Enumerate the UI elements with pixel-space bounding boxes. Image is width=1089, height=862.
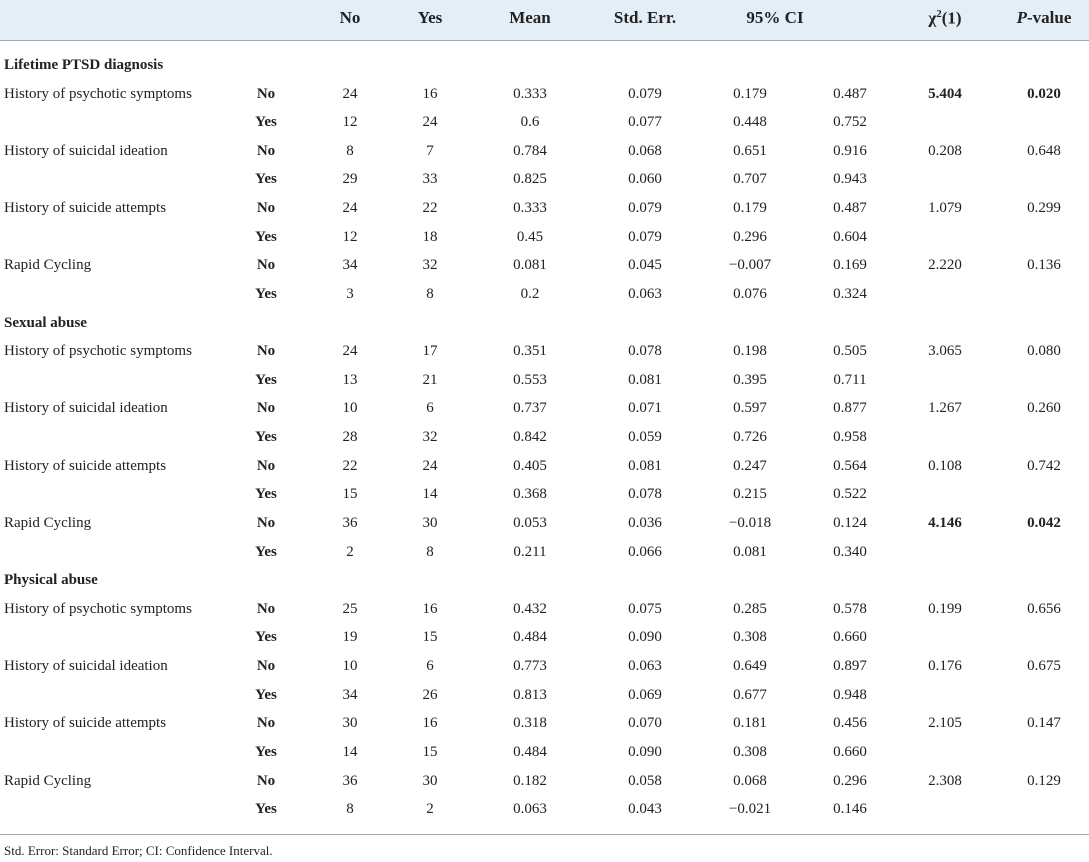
cell-no: 34 — [342, 257, 358, 274]
row-label: History of psychotic symptoms — [4, 600, 192, 617]
cell-ci-low: 0.068 — [733, 772, 767, 789]
cell-ci-high: 0.958 — [833, 429, 867, 446]
cell-stderr: 0.070 — [628, 715, 662, 732]
cell-yes: 32 — [422, 257, 438, 274]
cell-group: Yes — [255, 228, 277, 245]
row-label: History of suicide attempts — [4, 200, 167, 217]
cell-no: 2 — [346, 543, 354, 560]
cell-ci-low: 0.308 — [733, 743, 767, 760]
cell-group: No — [256, 457, 276, 474]
row-label: History of suicidal ideation — [4, 658, 168, 675]
cell-no: 8 — [346, 801, 354, 818]
cell-p-value: 0.299 — [1027, 200, 1061, 217]
cell-stderr: 0.081 — [628, 371, 662, 388]
cell-group: Yes — [255, 743, 277, 760]
cell-yes: 32 — [422, 429, 438, 446]
cell-stderr: 0.058 — [628, 772, 662, 789]
cell-group: Yes — [255, 686, 277, 703]
cell-ci-high: 0.660 — [833, 743, 867, 760]
cell-mean: 0.773 — [513, 658, 547, 675]
cell-ci-low: 0.395 — [733, 371, 767, 388]
header-ci: 95% CI — [746, 8, 804, 27]
cell-group: No — [256, 600, 276, 617]
section-heading: Lifetime PTSD diagnosis — [4, 57, 164, 73]
header-mean: Mean — [509, 8, 551, 27]
cell-mean: 0.053 — [513, 514, 547, 531]
cell-ci-high: 0.916 — [833, 142, 867, 159]
cell-mean: 0.842 — [513, 429, 547, 446]
cell-p-value: 0.042 — [1027, 514, 1061, 531]
cell-ci-high: 0.752 — [833, 114, 867, 131]
cell-group: No — [256, 200, 276, 217]
cell-yes: 15 — [422, 629, 438, 646]
cell-stderr: 0.066 — [628, 543, 662, 560]
cell-no: 24 — [342, 200, 358, 217]
cell-ci-low: 0.726 — [733, 429, 767, 446]
cell-yes: 21 — [422, 371, 438, 388]
cell-group: No — [256, 658, 276, 675]
cell-mean: 0.553 — [513, 371, 547, 388]
cell-no: 15 — [342, 486, 358, 503]
cell-group: Yes — [255, 629, 277, 646]
cell-ci-high: 0.487 — [833, 200, 867, 217]
cell-no: 12 — [342, 228, 358, 245]
cell-yes: 8 — [426, 285, 434, 302]
cell-stderr: 0.036 — [628, 514, 662, 531]
cell-stderr: 0.075 — [628, 600, 662, 617]
cell-ci-low: 0.649 — [733, 658, 767, 675]
cell-mean: 0.432 — [513, 600, 547, 617]
cell-ci-low: 0.285 — [733, 600, 767, 617]
cell-ci-low: 0.198 — [733, 343, 767, 360]
cell-stderr: 0.079 — [628, 228, 662, 245]
cell-mean: 0.484 — [513, 743, 547, 760]
header-no: No — [339, 8, 361, 27]
cell-ci-low: 0.707 — [733, 171, 767, 188]
cell-group: Yes — [255, 486, 277, 503]
cell-yes: 16 — [422, 715, 438, 732]
cell-chi-square: 0.176 — [928, 658, 962, 675]
cell-yes: 24 — [422, 457, 438, 474]
cell-ci-high: 0.948 — [833, 686, 867, 703]
cell-group: Yes — [255, 171, 277, 188]
row-label: History of suicide attempts — [4, 715, 167, 732]
cell-ci-high: 0.660 — [833, 629, 867, 646]
cell-no: 29 — [342, 171, 358, 188]
cell-ci-high: 0.505 — [833, 343, 867, 360]
cell-mean: 0.182 — [513, 772, 547, 789]
cell-group: No — [256, 85, 276, 102]
row-label: History of psychotic symptoms — [4, 343, 192, 360]
cell-p-value: 0.675 — [1027, 658, 1061, 675]
cell-no: 30 — [342, 715, 358, 732]
cell-p-value: 0.147 — [1027, 715, 1061, 732]
cell-yes: 2 — [426, 801, 434, 818]
cell-chi-square: 2.308 — [928, 772, 962, 789]
cell-yes: 16 — [422, 85, 438, 102]
cell-group: No — [256, 142, 276, 159]
cell-yes: 7 — [426, 142, 434, 159]
cell-yes: 8 — [426, 543, 434, 560]
cell-chi-square: 0.108 — [928, 457, 962, 474]
cell-no: 14 — [342, 743, 358, 760]
header-stderr: Std. Err. — [613, 8, 677, 27]
cell-mean: 0.6 — [520, 114, 540, 131]
cell-yes: 6 — [426, 658, 434, 675]
cell-stderr: 0.078 — [628, 486, 662, 503]
cell-mean: 0.825 — [513, 171, 547, 188]
cell-ci-high: 0.522 — [833, 486, 867, 503]
cell-mean: 0.2 — [520, 285, 540, 302]
cell-stderr: 0.090 — [628, 629, 662, 646]
cell-no: 19 — [342, 629, 358, 646]
row-label: History of suicide attempts — [4, 457, 167, 474]
row-label: History of psychotic symptoms — [4, 85, 192, 102]
cell-chi-square: 2.220 — [928, 257, 962, 274]
cell-chi-square: 1.079 — [928, 200, 962, 217]
cell-ci-high: 0.578 — [833, 600, 867, 617]
cell-stderr: 0.045 — [628, 257, 662, 274]
cell-ci-low: 0.651 — [733, 142, 767, 159]
cell-ci-low: 0.215 — [733, 486, 767, 503]
cell-group: Yes — [255, 801, 277, 818]
cell-ci-low: −0.021 — [728, 801, 772, 818]
cell-yes: 33 — [422, 171, 438, 188]
cell-chi-square: 2.105 — [928, 715, 962, 732]
row-label: Rapid Cycling — [4, 514, 92, 531]
cell-mean: 0.351 — [513, 343, 547, 360]
cell-stderr: 0.059 — [628, 429, 662, 446]
cell-ci-low: 0.081 — [733, 543, 767, 560]
cell-mean: 0.784 — [513, 142, 547, 159]
cell-yes: 18 — [422, 228, 438, 245]
cell-ci-high: 0.124 — [833, 514, 867, 531]
cell-no: 10 — [342, 400, 358, 417]
cell-ci-low: 0.181 — [733, 715, 767, 732]
cell-ci-high: 0.340 — [833, 543, 867, 560]
cell-chi-square: 3.065 — [928, 343, 962, 360]
cell-ci-high: 0.487 — [833, 85, 867, 102]
cell-p-value: 0.742 — [1027, 457, 1061, 474]
row-label: History of suicidal ideation — [4, 142, 168, 159]
cell-ci-high: 0.877 — [833, 400, 867, 417]
bottom-rule — [0, 834, 1089, 835]
cell-no: 22 — [342, 457, 358, 474]
cell-ci-low: 0.247 — [733, 457, 767, 474]
cell-stderr: 0.079 — [628, 85, 662, 102]
cell-yes: 6 — [426, 400, 434, 417]
header-chi-square: $\chi^2(1)$ — [928, 8, 962, 28]
header-rule — [0, 40, 1089, 41]
cell-ci-low: 0.076 — [733, 285, 767, 302]
cell-p-value: 0.020 — [1027, 85, 1061, 102]
cell-no: 10 — [342, 658, 358, 675]
cell-p-value: 0.080 — [1027, 343, 1061, 360]
cell-group: No — [256, 514, 276, 531]
cell-p-value: 0.136 — [1027, 257, 1061, 274]
cell-mean: 0.081 — [513, 257, 547, 274]
cell-no: 12 — [342, 114, 358, 131]
cell-ci-high: 0.169 — [833, 257, 867, 274]
cell-mean: 0.45 — [516, 228, 544, 245]
cell-no: 25 — [342, 600, 358, 617]
cell-chi-square: 4.146 — [928, 514, 962, 531]
cell-yes: 30 — [422, 514, 438, 531]
cell-yes: 16 — [422, 600, 438, 617]
row-label: History of suicidal ideation — [4, 400, 168, 417]
cell-ci-low: 0.677 — [733, 686, 767, 703]
cell-yes: 26 — [422, 686, 438, 703]
cell-ci-high: 0.296 — [833, 772, 867, 789]
cell-p-value: 0.260 — [1027, 400, 1061, 417]
cell-mean: 0.813 — [513, 686, 547, 703]
cell-yes: 14 — [422, 486, 438, 503]
cell-ci-high: 0.897 — [833, 658, 867, 675]
cell-ci-low: 0.597 — [733, 400, 767, 417]
table-header — [0, 0, 1089, 40]
cell-mean: 0.405 — [513, 457, 547, 474]
cell-group: Yes — [255, 114, 277, 131]
cell-yes: 17 — [422, 343, 438, 360]
cell-group: No — [256, 343, 276, 360]
cell-mean: 0.368 — [513, 486, 547, 503]
cell-no: 3 — [346, 285, 354, 302]
cell-stderr: 0.063 — [628, 658, 662, 675]
cell-ci-low: 0.179 — [733, 85, 767, 102]
cell-ci-high: 0.711 — [833, 371, 867, 388]
cell-no: 24 — [342, 85, 358, 102]
cell-mean: 0.737 — [513, 400, 547, 417]
cell-no: 34 — [342, 686, 358, 703]
cell-stderr: 0.078 — [628, 343, 662, 360]
cell-group: No — [256, 257, 276, 274]
cell-no: 13 — [342, 371, 358, 388]
cell-yes: 24 — [422, 114, 438, 131]
cell-no: 8 — [346, 142, 354, 159]
cell-stderr: 0.060 — [628, 171, 662, 188]
cell-mean: 0.484 — [513, 629, 547, 646]
cell-ci-high: 0.943 — [833, 171, 867, 188]
cell-group: No — [256, 400, 276, 417]
cell-stderr: 0.071 — [628, 400, 662, 417]
cell-mean: 0.063 — [513, 801, 547, 818]
cell-ci-high: 0.324 — [833, 285, 867, 302]
cell-group: Yes — [255, 429, 277, 446]
cell-ci-high: 0.564 — [833, 457, 867, 474]
cell-group: Yes — [255, 371, 277, 388]
cell-stderr: 0.043 — [628, 801, 662, 818]
cell-p-value: 0.656 — [1027, 600, 1061, 617]
cell-no: 36 — [342, 514, 358, 531]
cell-stderr: 0.077 — [628, 114, 662, 131]
cell-stderr: 0.079 — [628, 200, 662, 217]
cell-no: 28 — [342, 429, 358, 446]
section-heading: Physical abuse — [4, 572, 98, 589]
cell-ci-low: −0.018 — [728, 514, 772, 531]
table-footnote: Std. Error: Standard Error; CI: Confidence Interval. — [4, 843, 273, 858]
cell-p-value: 0.648 — [1027, 142, 1061, 159]
row-label: Rapid Cycling — [4, 772, 92, 789]
cell-yes: 22 — [422, 200, 438, 217]
header-p-value: P-value — [1016, 8, 1072, 27]
cell-ci-high: 0.146 — [833, 801, 867, 818]
cell-stderr: 0.069 — [628, 686, 662, 703]
cell-group: No — [256, 772, 276, 789]
cell-ci-low: −0.007 — [728, 257, 772, 274]
cell-chi-square: 1.267 — [928, 400, 962, 417]
header-yes: Yes — [417, 8, 443, 27]
cell-ci-low: 0.179 — [733, 200, 767, 217]
cell-stderr: 0.063 — [628, 285, 662, 302]
cell-stderr: 0.068 — [628, 142, 662, 159]
cell-ci-high: 0.456 — [833, 715, 867, 732]
cell-ci-low: 0.308 — [733, 629, 767, 646]
cell-p-value: 0.129 — [1027, 772, 1061, 789]
cell-ci-low: 0.296 — [733, 228, 767, 245]
cell-mean: 0.318 — [513, 715, 547, 732]
cell-mean: 0.333 — [513, 200, 547, 217]
cell-ci-high: 0.604 — [833, 228, 867, 245]
cell-group: No — [256, 715, 276, 732]
cell-mean: 0.211 — [513, 543, 547, 560]
cell-ci-low: 0.448 — [733, 114, 767, 131]
cell-group: Yes — [255, 285, 277, 302]
cell-mean: 0.333 — [513, 85, 547, 102]
cell-no: 36 — [342, 772, 358, 789]
section-heading: Sexual abuse — [4, 314, 87, 331]
cell-yes: 30 — [422, 772, 438, 789]
cell-stderr: 0.081 — [628, 457, 662, 474]
cell-no: 24 — [342, 343, 358, 360]
cell-stderr: 0.090 — [628, 743, 662, 760]
cell-chi-square: 0.199 — [928, 600, 962, 617]
cell-yes: 15 — [422, 743, 438, 760]
cell-group: Yes — [255, 543, 277, 560]
cell-chi-square: 0.208 — [928, 142, 962, 159]
cell-chi-square: 5.404 — [928, 85, 962, 102]
row-label: Rapid Cycling — [4, 257, 92, 274]
